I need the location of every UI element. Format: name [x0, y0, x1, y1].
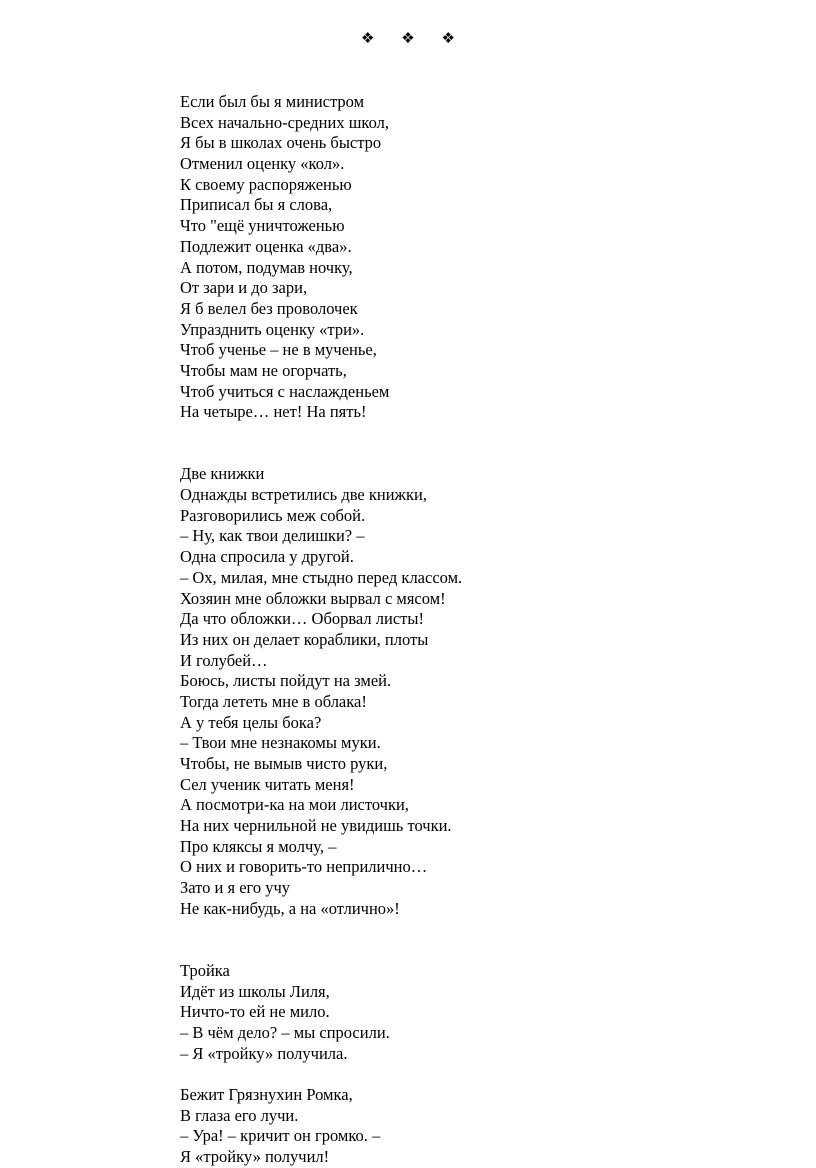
poem-line: Чтобы мам не огорчать,: [180, 360, 347, 380]
poem-title: Две книжки: [180, 464, 265, 484]
poem-line: Хозяин мне обложки вырвал с мясом!: [180, 588, 446, 608]
poem-line: Я «тройку» получил!: [180, 1147, 330, 1167]
ornament-diamond-icon: ❖: [401, 29, 415, 47]
poem-line: Я б велел без проволочек: [180, 298, 358, 318]
poem-line: Ничто-то ей не мило.: [180, 1002, 330, 1022]
stanza-spacer: [180, 1064, 780, 1085]
poem-line: Тогда лететь мне в облака!: [180, 691, 367, 711]
section-ornament: [0, 29, 816, 47]
poem-line: – Ура! – кричит он громко. –: [180, 1126, 381, 1146]
poem-line: А у тебя целы бока?: [180, 712, 322, 732]
poem-line: – Ох, милая, мне стыдно перед классом.: [180, 567, 463, 587]
poem-line: Я бы в школах очень быстро: [180, 133, 382, 153]
ornament-diamond-icon: ❖: [361, 29, 375, 47]
poem-line: Идёт из школы Лиля,: [180, 981, 330, 1001]
poem-line: – Я «тройку» получила.: [180, 1043, 348, 1063]
document-body: [180, 92, 780, 1168]
poem-line: Про кляксы я молчу, –: [180, 836, 337, 856]
poem-line: Чтоб ученье – не в мученье,: [180, 340, 377, 360]
poem-line: Всех начально-средних школ,: [180, 112, 389, 132]
poem-title: Тройка: [180, 960, 230, 980]
poem-line: От зари и до зари,: [180, 278, 308, 298]
poem-line: О них и говорить-то неприлично…: [180, 857, 428, 877]
poem-line: Если был бы я министром: [180, 92, 365, 111]
poem-line: Бежит Грязнухин Ромка,: [180, 1085, 353, 1105]
ornament-diamond-icon: ❖: [441, 29, 455, 47]
poem-line: А посмотри-ка на мои листочки,: [180, 795, 409, 815]
poem-line: На них чернильной не увидишь точки.: [180, 816, 452, 836]
poem-line: – Ну, как твои делишки? –: [180, 526, 365, 546]
poem-line: А потом, подумав ночку,: [180, 257, 353, 277]
poem-line: Сел ученик читать меня!: [180, 774, 355, 794]
poem-line: Чтобы, не вымыв чисто руки,: [180, 754, 388, 774]
poem-line: Разговорились меж собой.: [180, 505, 366, 525]
poem-line: – В чём дело? – мы спросили.: [180, 1022, 390, 1042]
poem-line: И голубей…: [180, 650, 268, 670]
poem-line: – Твои мне незнакомы муки.: [180, 733, 381, 753]
poem-line: Однажды встретились две книжки,: [180, 485, 427, 505]
poem-line: Не как-нибудь, а на «отлично»!: [180, 898, 400, 918]
poem-line: На четыре… нет! На пять!: [180, 402, 367, 422]
poem-line: Одна спросила у другой.: [180, 547, 354, 567]
poem-line: Боюсь, листы пойдут на змей.: [180, 671, 392, 691]
poem-line: Что "ещё уничтоженью: [180, 216, 345, 236]
poem-line: Приписал бы я слова,: [180, 195, 333, 215]
poem-line: Из них он делает кораблики, плоты: [180, 629, 429, 649]
poem-line: Подлежит оценка «два».: [180, 236, 352, 256]
poem-line: Отменил оценку «кол».: [180, 154, 345, 174]
poem-spacer: [180, 920, 780, 961]
poem-line: Упразднить оценку «три».: [180, 319, 365, 339]
poem-line: К своему распоряженью: [180, 174, 352, 194]
poem-line: Да что обложки… Оборвал листы!: [180, 609, 424, 629]
poem-two-books: [180, 464, 780, 919]
poem-spacer: [180, 423, 780, 464]
poem-line: В глаза его лучи.: [180, 1105, 299, 1125]
poem-minister: [180, 92, 780, 423]
poem-troika: [180, 961, 780, 1168]
poem-line: Зато и я его учу: [180, 878, 291, 898]
poem-line: Чтоб учиться с наслажденьем: [180, 381, 390, 401]
